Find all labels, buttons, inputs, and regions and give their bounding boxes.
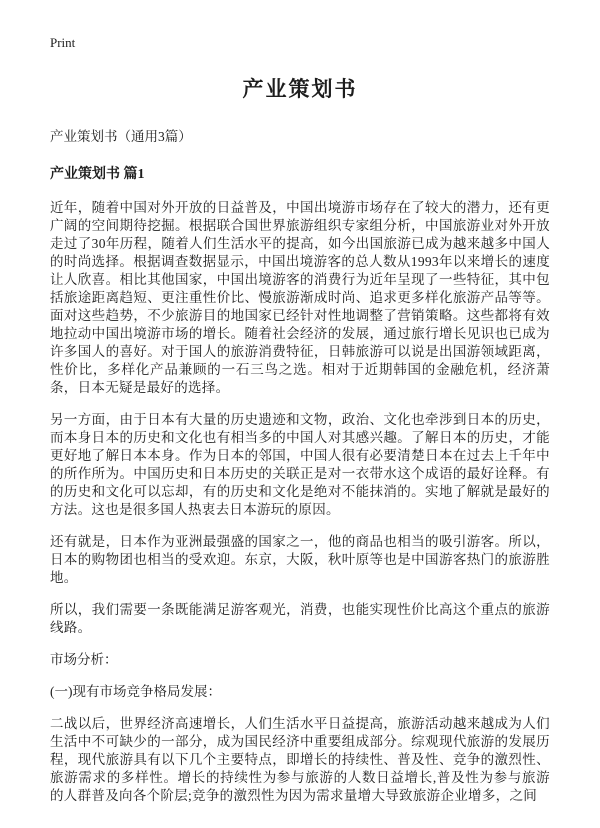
paragraph-conclusion: 所以，我们需要一条既能满足游客观光，消费，也能实现性价比高这个重点的旅游线路。 [50, 602, 550, 635]
paragraph-market-analysis: 二战以后，世界经济高速增长，人们生活水平日益提高，旅游活动越来越成为人们生活中不可缺少的一部分，成为国民经济中重要组成部分。综观现代旅游的发展历程，现代旅游具有以下几个主要特点，即增长的持续性、普及性、竞争的激烈性、旅游需求的多样性。增长的持续性为参与旅游的人数日益增长,普及性为参与旅游的人群普及向各个阶层;竞争的激烈性为因为需求量增大导致旅游企业增多，之间 [50, 716, 550, 803]
print-button[interactable]: Print [50, 35, 76, 50]
market-analysis-label: 市场分析： [50, 652, 118, 667]
paragraph-history: 另一方面，由于日本有大量的历史遗迹和文物，政治、文化也牵涉到日本的历史，而本身日本的历史和文化也有相当多的中国人对其感兴趣。了解日本的历史，才能更好地了解日本本身。作为日本的邻国，中国人很有必要清楚日本在过去上千年中的所作所为。中国历史和日本历史的关联正是对一衣带水这个成语的最好诠释。有的历史和文化可以忘却，有的历史和文化是绝对不能抹消的。实地了解就是最好的方法。这也是很多国人热衷去日本游玩的原因。 [50, 412, 550, 517]
paragraph-shopping: 还有就是，日本作为亚洲最强盛的国家之一，他的商品也相当的吸引游客。所以，日本的购物团也相当的受欢迎。东京，大阪，秋叶原等也是中国游客热门的旅游胜地。 [50, 534, 550, 585]
paragraph-intro: 近年，随着中国对外开放的日益普及，中国出境游市场存在了较大的潜力，还有更广阔的空间期待挖掘。根据联合国世界旅游组织专家组分析，中国旅游业对外开放走过了30年历程，随着人们生活水平的提高，如今出国旅游已成为越来越多中国人的时尚选择。根据调查数据显示，中国出境游客的总人数从1993年以来增长的速度让人欣喜。相比其他国家，中国出境游客的消费行为近年呈现了一些特征，其中包括旅途距离趋短、更注重性价比、慢旅游渐成时尚、追求更多样化旅游产品等等。面对这些趋势，不少旅游目的地国家已经针对性地调整了营销策略。这些都将有效地拉动中国出境游市场的增长。随着社会经济的发展，通过旅行增长见识也已成为许多国人的喜好。对于国人的旅游消费特征，日韩旅游可以说是出国游领域距离，性价比，多样化产品兼顾的一石三鸟之选。相对于近期韩国的金融危机，经济萧条，日本无疑是最好的选择。 [50, 200, 550, 395]
document-subtitle: 产业策划书（通用3篇） [50, 129, 192, 144]
document-title: 产业策划书 [242, 77, 358, 101]
competition-subheading: (一)现有市场竞争格局发展： [50, 684, 221, 699]
section-heading-part1: 产业策划书 篇1 [50, 167, 145, 182]
